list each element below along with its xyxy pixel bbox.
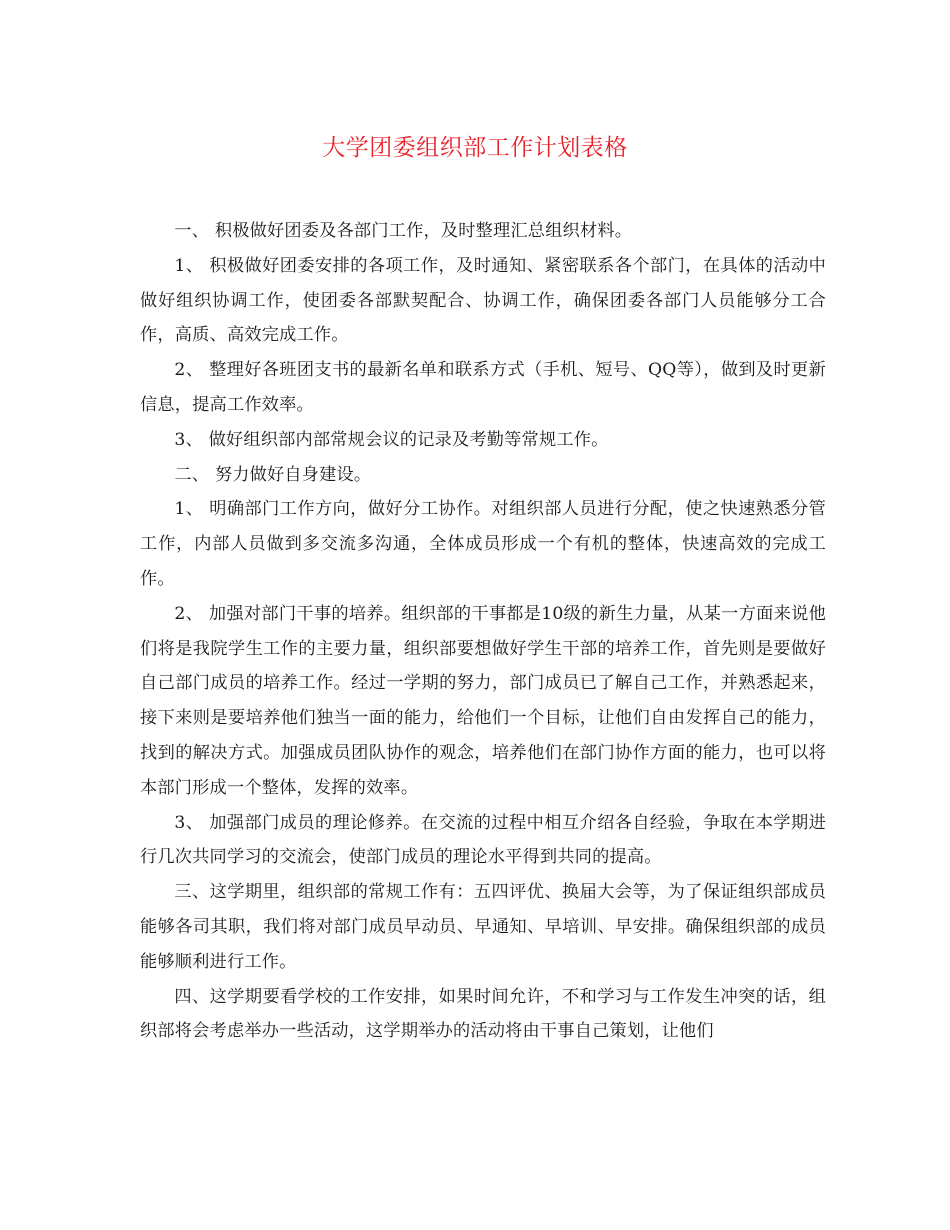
paragraph-3: 2、 整理好各班团支书的最新名单和联系方式（手机、短号、QQ等），做到及时更新信息，提高工作效率。 xyxy=(140,360,826,415)
paragraph-1: 一、 积极做好团委及各部门工作，及时整理汇总组织材料。 xyxy=(174,221,633,241)
paragraph-4: 3、 做好组织部内部常规会议的记录及考勤等常规工作。 xyxy=(174,429,609,450)
paragraph-10: 四、这学期要看学校的工作安排，如果时间允许，不和学习与工作发生冲突的话，组织部将会考虑举办一些活动，这学期举办的活动将由干事自己策划，让他们 xyxy=(140,986,826,1042)
paragraph-6: 1、 明确部门工作方向，做好分工协作。对组织部人员进行分配，使之快速熟悉分管工作，内部人员做到多交流多沟通，全体成员形成一个有机的整体，快速高效的完成工作。 xyxy=(140,499,826,589)
paragraph-9: 三、这学期里，组织部的常规工作有：五四评优、换届大会等，为了保证组织部成员能够各司其职，我们将对部门成员早动员、早通知、早培训、早安排。确保组织部的成员能够顺利进行工作。 xyxy=(140,882,826,972)
document-body xyxy=(140,214,826,1049)
paragraph-8: 3、 加强部门成员的理论修养。在交流的过程中相互介绍各自经验，争取在本学期进行几次共同学习的交流会，使部门成员的理论水平得到共同的提高。 xyxy=(140,812,826,868)
document-title: 大学团委组织部工作计划表格 xyxy=(322,135,628,161)
paragraph-7: 2、 加强对部门干事的培养。组织部的干事都是10级的新生力量，从某一方面来说他们将是我院学生工作的主要力量，组织部要想做好学生干部的培养工作，首先则是要做好自己部门成员的培养工作。经过一学期的努力，部门成员已了解自己工作，并熟悉起来，接下来则是要培养他们独当一面的能力，给他们一个目标，让他们自由发挥自己的能力，找到的解决方式。加强成员团队协作的观念，培养他们在部门协作方面的能力，也可以将本部门形成一个整体，发挥的效率。 xyxy=(140,603,826,798)
paragraph-2: 1、 积极做好团委安排的各项工作，及时通知、紧密联系各个部门，在具体的活动中做好组织协调工作，使团委各部默契配合、协调工作，确保团委各部门人员能够分工合作，高质、高效完成工作。 xyxy=(140,255,826,346)
paragraph-5: 二、 努力做好自身建设。 xyxy=(174,464,372,485)
